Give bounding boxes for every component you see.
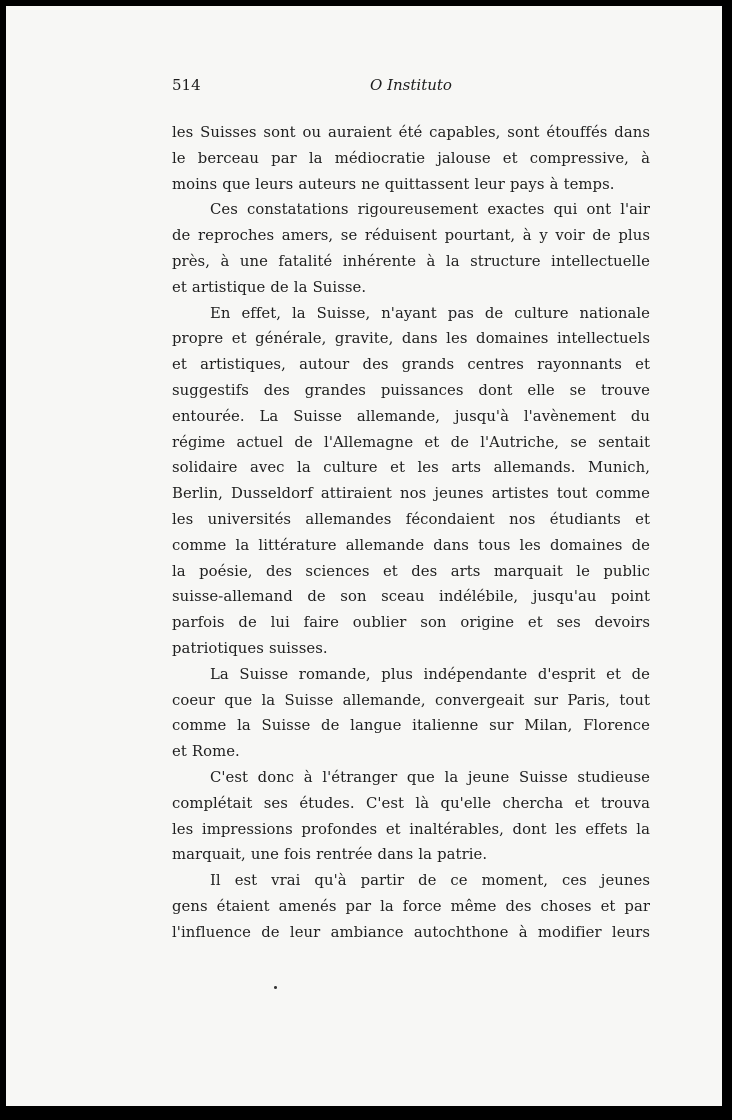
- body-line: et Rome.: [172, 743, 240, 761]
- body-line: l'influence de leur ambiance autochthone à modifier leurs: [172, 923, 650, 941]
- body-line: près, à une fatalité inhérente à la structure intellectuelle: [172, 252, 650, 270]
- body-line: comme la littérature allemande dans tous les domaines de: [172, 536, 650, 554]
- body-line: de reproches amers, se réduisent pourtant, à y voir de plus: [172, 227, 650, 245]
- body-line: comme la Suisse de langue italienne sur Milan, Florence: [172, 717, 650, 735]
- body-line: gens étaient amenés par la force même des choses et par: [172, 897, 650, 915]
- body-line: Il est vrai qu'à partir de ce moment, ces jeunes: [210, 872, 650, 890]
- body-line: suggestifs des grandes puissances dont elle se trouve: [172, 381, 650, 399]
- print-speck: [274, 986, 277, 989]
- body-line: moins que leurs auteurs ne quittassent leur pays à temps.: [172, 175, 615, 193]
- body-line: marquait, une fois rentrée dans la patrie.: [172, 846, 488, 864]
- body-line: les Suisses sont ou auraient été capables, sont étouffés dans: [172, 124, 650, 141]
- body-line: patriotiques suisses.: [172, 639, 328, 657]
- body-line: la poésie, des sciences et des arts marquait le public: [172, 562, 650, 580]
- body-line: La Suisse romande, plus indépendante d'esprit et de: [210, 665, 650, 683]
- body-line: En effet, la Suisse, n'ayant pas de culture nationale: [210, 304, 650, 322]
- body-line: régime actuel de l'Allemagne et de l'Autriche, se sentait: [172, 433, 650, 451]
- body-line: solidaire avec la culture et les arts allemands. Munich,: [172, 459, 650, 477]
- body-line: les universités allemandes fécondaient nos étudiants et: [172, 510, 650, 528]
- body-line: coeur que la Suisse allemande, convergeait sur Paris, tout: [172, 691, 650, 709]
- body-line: suisse-allemand de son sceau indélébile, jusqu'au point: [172, 588, 650, 606]
- body-line: et artistique de la Suisse.: [172, 278, 367, 296]
- body-line: et artistiques, autour des grands centres rayonnants et: [172, 356, 650, 374]
- body-line: propre et générale, gravite, dans les domaines intellectuels: [172, 330, 650, 348]
- body-line: complétait ses études. C'est là qu'elle chercha et trouva: [172, 794, 650, 812]
- body-line: parfois de lui faire oublier son origine et ses devoirs: [172, 614, 650, 632]
- body-line: Berlin, Dusseldorf attiraient nos jeunes artistes tout comme: [172, 485, 650, 503]
- page-number: 514: [172, 76, 201, 94]
- body-line: le berceau par la médiocratie jalouse et compressive, à: [172, 149, 650, 167]
- body-line: Ces constatations rigoureusement exactes qui ont l'air: [210, 201, 650, 219]
- body-line: les impressions profondes et inaltérables, dont les effets la: [172, 820, 650, 838]
- running-title: O Instituto: [370, 76, 452, 94]
- page-header: [172, 76, 650, 98]
- body-line: entourée. La Suisse allemande, jusqu'à l'avènement du: [172, 407, 650, 425]
- body-line: C'est donc à l'étranger que la jeune Suisse studieuse: [210, 768, 650, 786]
- document-page: [6, 6, 722, 1106]
- body-text: [172, 120, 650, 946]
